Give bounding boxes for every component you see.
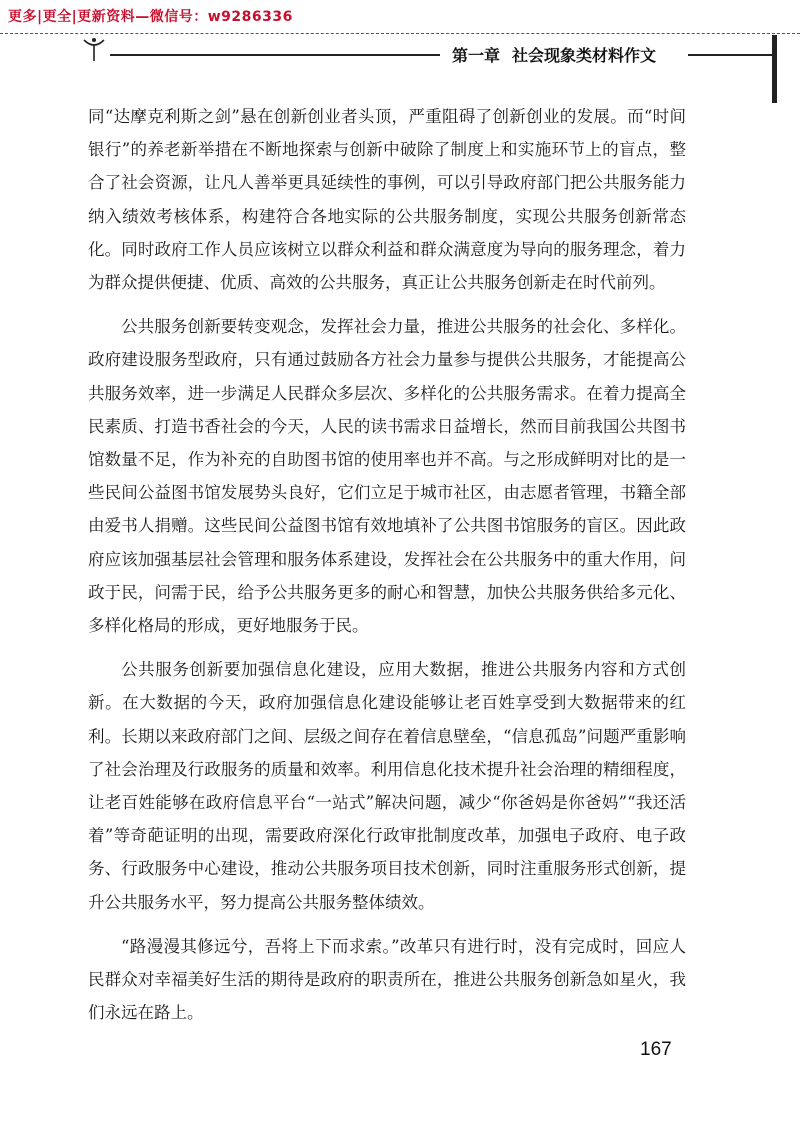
banner-divider bbox=[0, 33, 800, 34]
paragraph: “路漫漫其修远兮，吾将上下而求索。”改革只有进行时，没有完成时，回应人民群众对幸福美好生活的期待是政府的职责所在，推进公共服务创新急如星火，我们永远在路上。 bbox=[88, 936, 686, 1023]
paragraph: 公共服务创新要转变观念，发挥社会力量，推进公共服务的社会化、多样化。政府建设服务型政府，只有通过鼓励各方社会力量参与提供公共服务，才能提高公共服务效率，进一步满足人民群众多层次、多样化的公共服务需求。在着力提高全民素质、打造书香社会的今天，人民的读书需求日益增长，然而目前我国公共图书馆数量不足，作为补充的自助图书馆的使用率也并不高。与之形成鲜明对比的是一些民间公益图书馆发展势头良好，它们立足于城市社区，由志愿者管理，书籍全部由爱书人捐赠。这些民间公益图书馆有效地填补了公共图书馆服务的盲区。因此政府应该加强基层社会管理和服务体系建设，发挥社会在公共服务中的重大作用，问政于民，问需于民，给予公共服务更多的耐心和智慧，加快公共服务供给多元化、多样化格局的形成，更好地服务于民。 bbox=[88, 317, 686, 636]
body-text bbox=[88, 100, 686, 1040]
chapter-title: 社会现象类材料作文 bbox=[512, 46, 657, 65]
paragraph: 同“达摩克利斯之剑”悬在创新创业者头顶，严重阻碍了创新创业的发展。而“时间银行”的养老新举措在不断地探索与创新中破除了制度上和实施环节上的盲点，整合了社会资源，让凡人善举更具延续性的事例，可以引导政府部门把公共服务能力纳入绩效考核体系，构建符合各地实际的公共服务制度，实现公共服务创新常态化。同时政府工作人员应该树立以群众利益和群众满意度为导向的服务理念，着力为群众提供便捷、优质、高效的公共服务，真正让公共服务创新走在时代前列。 bbox=[88, 107, 686, 293]
header-corner-bar bbox=[772, 35, 777, 103]
chapter-number: 第一章 bbox=[452, 46, 501, 65]
promo-banner: 更多|更全|更新资料—微信号：w9286336 bbox=[8, 9, 293, 25]
header-rule-right bbox=[688, 54, 774, 56]
ornament-icon bbox=[82, 36, 106, 62]
page-number: 167 bbox=[640, 1039, 672, 1060]
paragraph: 公共服务创新要加强信息化建设，应用大数据，推进公共服务内容和方式创新。在大数据的今天，政府加强信息化建设能够让老百姓享受到大数据带来的红利。长期以来政府部门之间、层级之间存在着信息壁垒，“信息孤岛”问题严重影响了社会治理及行政服务的质量和效率。利用信息化技术提升社会治理的精细程度，让老百姓能够在政府信息平台“一站式”解决问题，减少“你爸妈是你爸妈”“我还活着”等奇葩证明的出现，需要政府深化行政审批制度改革，加强电子政府、电子政务、行政服务中心建设，推动公共服务项目技术创新，同时注重服务形式创新，提升公共服务水平，努力提高公共服务整体绩效。 bbox=[88, 660, 686, 912]
running-header bbox=[452, 43, 656, 66]
header-rule-left bbox=[110, 54, 440, 56]
